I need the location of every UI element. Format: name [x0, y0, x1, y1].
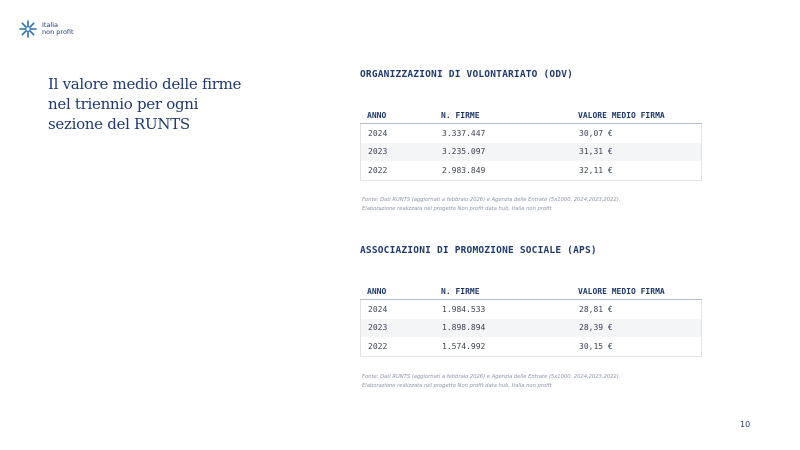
cell-year: 2024 — [368, 128, 388, 138]
source-line-2: Elaborazione realizzata nel progetto Non profit data hub, Italia non profit — [362, 383, 552, 389]
source-line-1: Fonte: Dati RUNTS (aggiornati a febbraio 2026) e Agenzia delle Entrate (5x1000, 2024,2023,2022). — [362, 197, 621, 203]
cell-avg-value: 32,11 € — [579, 165, 613, 175]
table-row — [361, 300, 701, 319]
page-title-line-3: sezione del RUNTS — [48, 115, 190, 133]
cell-year: 2024 — [368, 304, 388, 314]
page-number: 10 — [740, 420, 751, 429]
aps-table — [360, 283, 702, 357]
brand-line-2: non profit — [42, 28, 74, 36]
page-title-line-2: nel triennio per ogni — [48, 95, 199, 113]
odv-table — [360, 107, 702, 181]
page-title-line-1: Il valore medio delle firme — [48, 75, 242, 93]
cell-signatures: 3.235.097 — [442, 147, 486, 157]
source-line-2: Elaborazione realizzata nel progetto Non profit data hub, Italia non profit — [362, 206, 552, 212]
cell-avg-value: 28,39 € — [579, 323, 613, 333]
col-header-signatures: N. FIRME — [441, 286, 480, 296]
cell-avg-value: 31,31 € — [579, 147, 613, 157]
aps-source-note — [362, 373, 702, 391]
source-line-1: Fonte: Dati RUNTS (aggiornati a febbraio 2026) e Agenzia delle Entrate (5x1000, 2024,2023,2022). — [362, 374, 621, 380]
col-header-avg-value: VALORE MEDIO FIRMA — [578, 110, 665, 120]
cell-signatures: 1.984.533 — [442, 304, 486, 314]
col-header-avg-value: VALORE MEDIO FIRMA — [578, 286, 665, 296]
cell-year: 2023 — [368, 323, 388, 333]
brand-line-1: Italia — [42, 20, 59, 29]
odv-section-title: ORGANIZZAZIONI DI VOLONTARIATO (ODV) — [360, 69, 574, 80]
table-row — [361, 124, 701, 143]
table-row — [361, 143, 701, 162]
aps-table-body — [360, 300, 702, 357]
cell-year: 2022 — [368, 165, 388, 175]
odv-table-header — [360, 107, 702, 124]
table-row — [361, 337, 701, 356]
aps-section-title: ASSOCIAZIONI DI PROMOZIONE SOCIALE (APS) — [360, 245, 597, 256]
table-row — [361, 161, 701, 180]
cell-signatures: 1.574.992 — [442, 341, 486, 351]
cell-year: 2022 — [368, 341, 388, 351]
cell-signatures: 1.898.894 — [442, 323, 486, 333]
starburst-logo-icon — [19, 20, 37, 38]
brand-name — [42, 22, 74, 37]
cell-year: 2023 — [368, 147, 388, 157]
table-row — [361, 319, 701, 338]
page-title — [48, 74, 242, 134]
odv-source-note — [362, 196, 702, 214]
aps-table-header — [360, 283, 702, 300]
col-header-year: ANNO — [367, 110, 387, 120]
cell-avg-value: 28,81 € — [579, 304, 613, 314]
cell-signatures: 3.337.447 — [442, 128, 486, 138]
col-header-year: ANNO — [367, 286, 387, 296]
col-header-signatures: N. FIRME — [441, 110, 480, 120]
brand-logo — [19, 20, 74, 38]
cell-avg-value: 30,07 € — [579, 128, 613, 138]
cell-signatures: 2.983.849 — [442, 165, 486, 175]
cell-avg-value: 30,15 € — [579, 341, 613, 351]
odv-table-body — [360, 124, 702, 181]
